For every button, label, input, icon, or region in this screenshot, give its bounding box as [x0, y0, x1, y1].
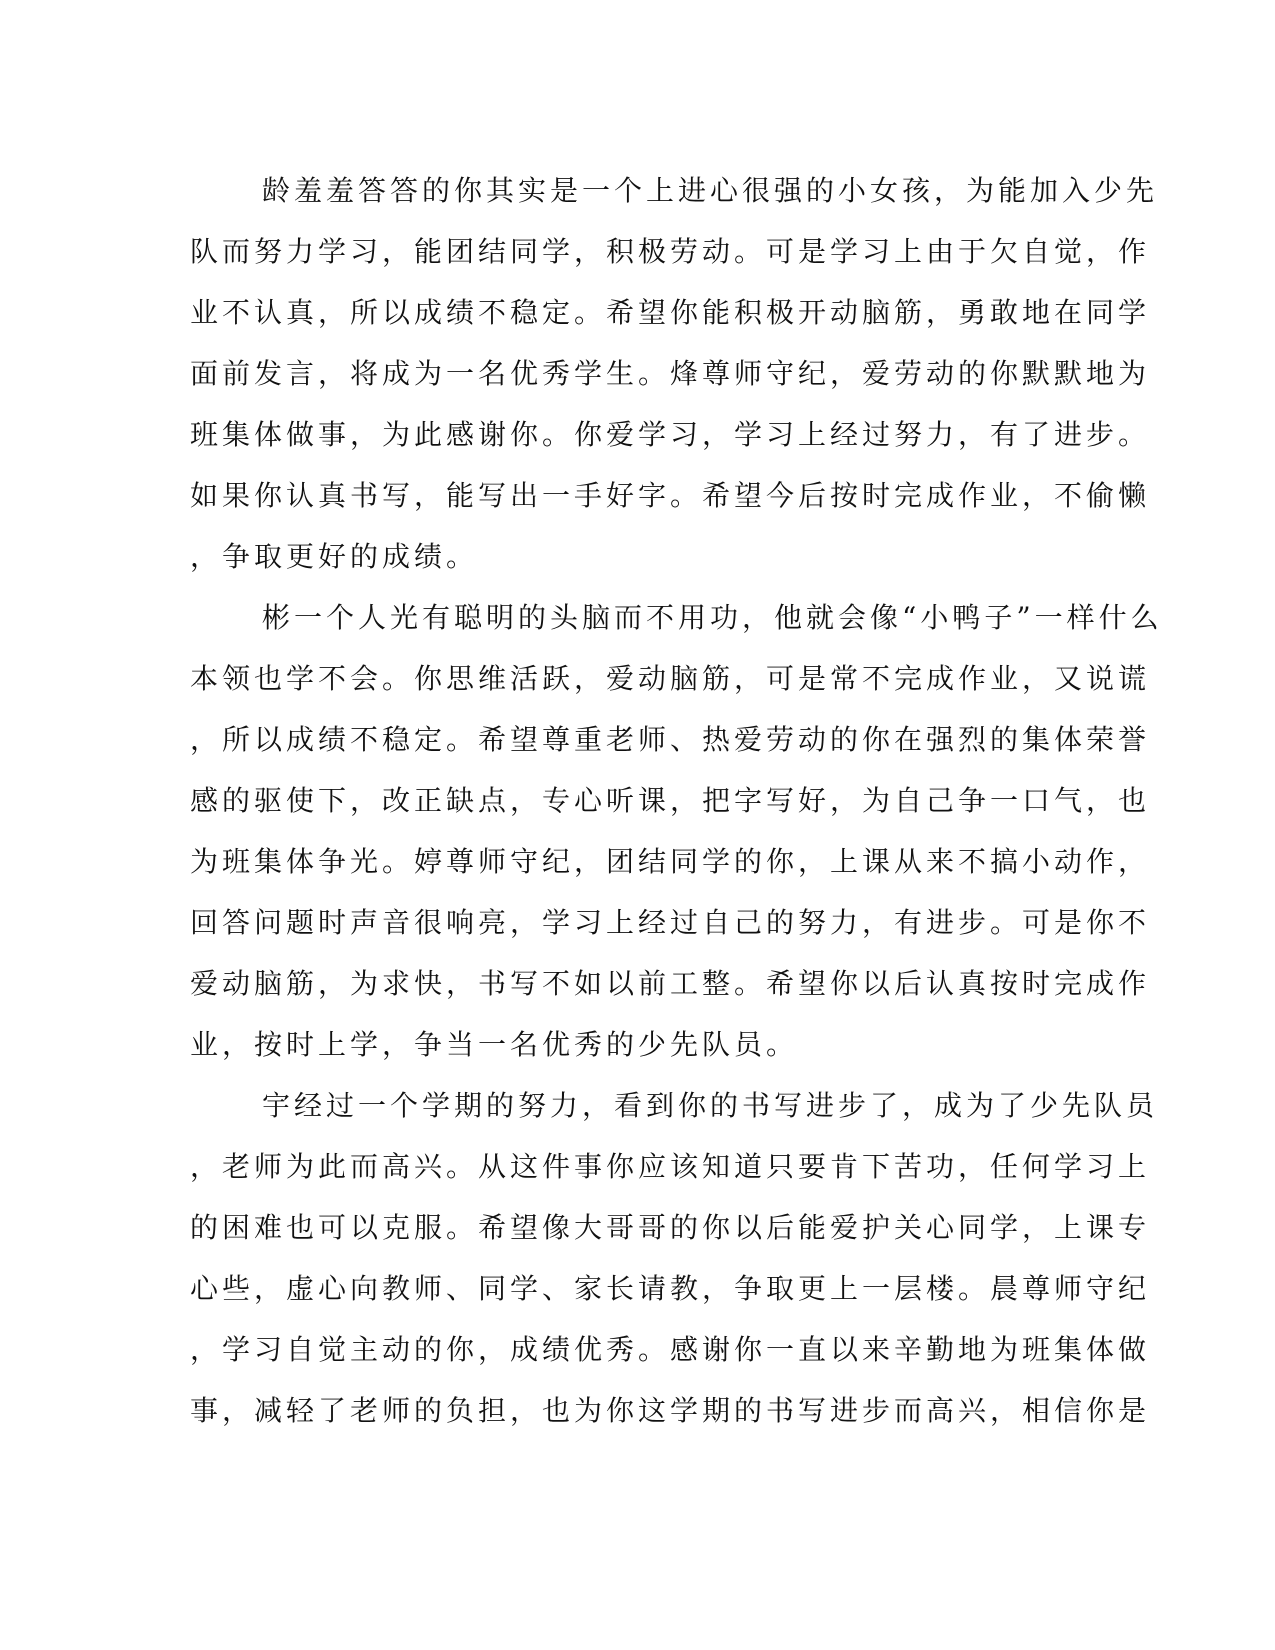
paragraph-line: ，老师为此而高兴。从这件事你应该知道只要肯下苦功，任何学习上 — [190, 1150, 1151, 1183]
paragraph-line: ，学习自觉主动的你，成绩优秀。感谢你一直以来辛勤地为班集体做 — [190, 1333, 1151, 1366]
paragraph-line: 心些，虚心向教师、同学、家长请教，争取更上一层楼。晨尊师守纪 — [190, 1272, 1151, 1305]
paragraph-line: ，争取更好的成绩。 — [190, 540, 479, 573]
paragraph-3 — [190, 1075, 1159, 1441]
paragraph-line: 爱动脑筋，为求快，书写不如以前工整。希望你以后认真按时完成作 — [190, 967, 1151, 1000]
body-text — [190, 160, 1163, 1441]
paragraph-line: 彬一个人光有聪明的头脑而不用功，他就会像“小鸭子”一样什么 — [262, 601, 1163, 634]
paragraph-line: 的困难也可以克服。希望像大哥哥的你以后能爱护关心同学，上课专 — [190, 1211, 1151, 1244]
paragraph-line: 感的驱使下，改正缺点，专心听课，把字写好，为自己争一口气，也 — [190, 784, 1151, 817]
paragraph-line: 龄羞羞答答的你其实是一个上进心很强的小女孩，为能加入少先 — [262, 174, 1159, 207]
paragraph-2 — [190, 587, 1163, 1075]
paragraph-line: 为班集体争光。婷尊师守纪，团结同学的你，上课从来不搞小动作， — [190, 845, 1151, 878]
paragraph-line: 本领也学不会。你思维活跃，爱动脑筋，可是常不完成作业，又说谎 — [190, 662, 1151, 695]
paragraph-line: 宇经过一个学期的努力，看到你的书写进步了，成为了少先队员 — [262, 1089, 1159, 1122]
paragraph-line: 业，按时上学，争当一名优秀的少先队员。 — [190, 1028, 799, 1061]
paragraph-line: ，所以成绩不稳定。希望尊重老师、热爱劳动的你在强烈的集体荣誉 — [190, 723, 1151, 756]
paragraph-line: 事，减轻了老师的负担，也为你这学期的书写进步而高兴，相信你是 — [190, 1394, 1151, 1427]
paragraph-1 — [190, 160, 1159, 587]
paragraph-line: 业不认真，所以成绩不稳定。希望你能积极开动脑筋，勇敢地在同学 — [190, 296, 1151, 329]
paragraph-line: 回答问题时声音很响亮，学习上经过自己的努力，有进步。可是你不 — [190, 906, 1151, 939]
paragraph-line: 班集体做事，为此感谢你。你爱学习，学习上经过努力，有了进步。 — [190, 418, 1151, 451]
paragraph-line: 如果你认真书写，能写出一手好字。希望今后按时完成作业，不偷懒 — [190, 479, 1151, 512]
paragraph-line: 队而努力学习，能团结同学，积极劳动。可是学习上由于欠自觉，作 — [190, 235, 1151, 268]
paragraph-line: 面前发言，将成为一名优秀学生。烽尊师守纪，爱劳动的你默默地为 — [190, 357, 1151, 390]
